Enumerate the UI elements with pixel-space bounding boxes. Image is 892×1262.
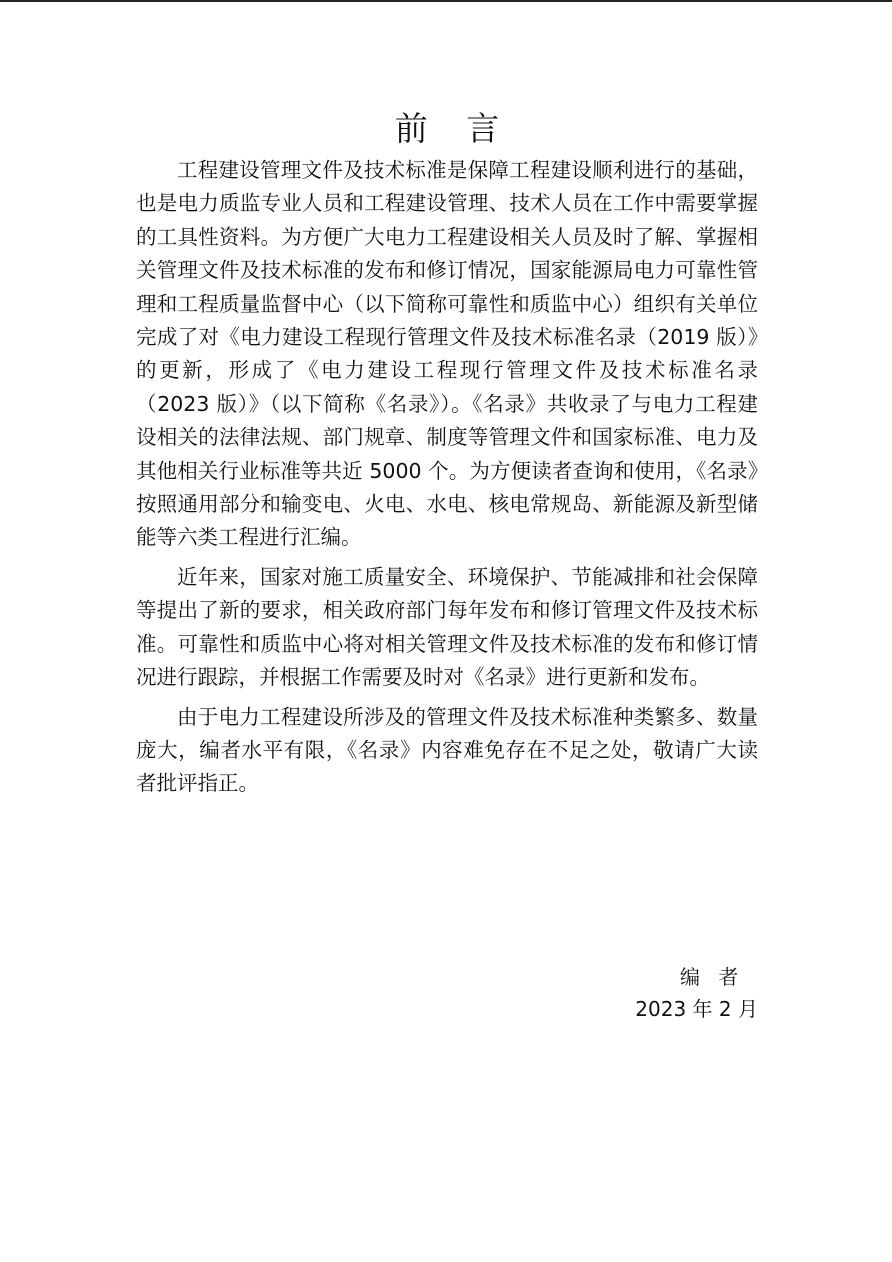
page-title: 前 言 [394,109,514,148]
top-border-line [0,0,892,2]
signature-date: 2023 年 2 月 [635,997,758,1021]
preface-paragraph-2: 近年来，国家对施工质量安全、环境保护、节能减排和社会保障等提出了新的要求，相关政府部门每年发布和修订管理文件及技术标准。可靠性和质监中心将对相关管理文件及技术标准的发布和修订情况进行跟踪，并根据工作需要及时对《名录》进行更新和发布。 [136,564,758,690]
preface-paragraph-3: 由于电力工程建设所涉及的管理文件及技术标准种类繁多、数量庞大，编者水平有限，《名录》内容难免存在不足之处，敬请广大读者批评指正。 [136,704,758,796]
signature-author: 编 者 [680,965,745,989]
preface-paragraph-1: 工程建设管理文件及技术标准是保障工程建设顺利进行的基础，也是电力质监专业人员和工程建设管理、技术人员在工作中需要掌握的工具性资料。为方便广大电力工程建设相关人员及时了解、掌握相关管理文件及技术标准的发布和修订情况，国家能源局电力可靠性管理和工程质量监督中心（以下简称可靠性和质监中心）组织有关单位完成了对《电力建设工程现行管理文件及技术标准名录（2019 版）》的更新，形成了《电力建设工程现行管理文件及技术标准名录（2023 版）》（以下简称《名录》）。《名录》共收录了与电力工程建设相关的法律法规、部门规章、制度等管理文件和国家标准、电力及其他相关行业标准等共近 5000 个。为方便读者查询和使用，《名录》按照通用部分和输变电、火电、水电、核电常规岛、新能源及新型储能等六类工程进行汇编。 [136,158,758,550]
preface-page [136,108,758,807]
